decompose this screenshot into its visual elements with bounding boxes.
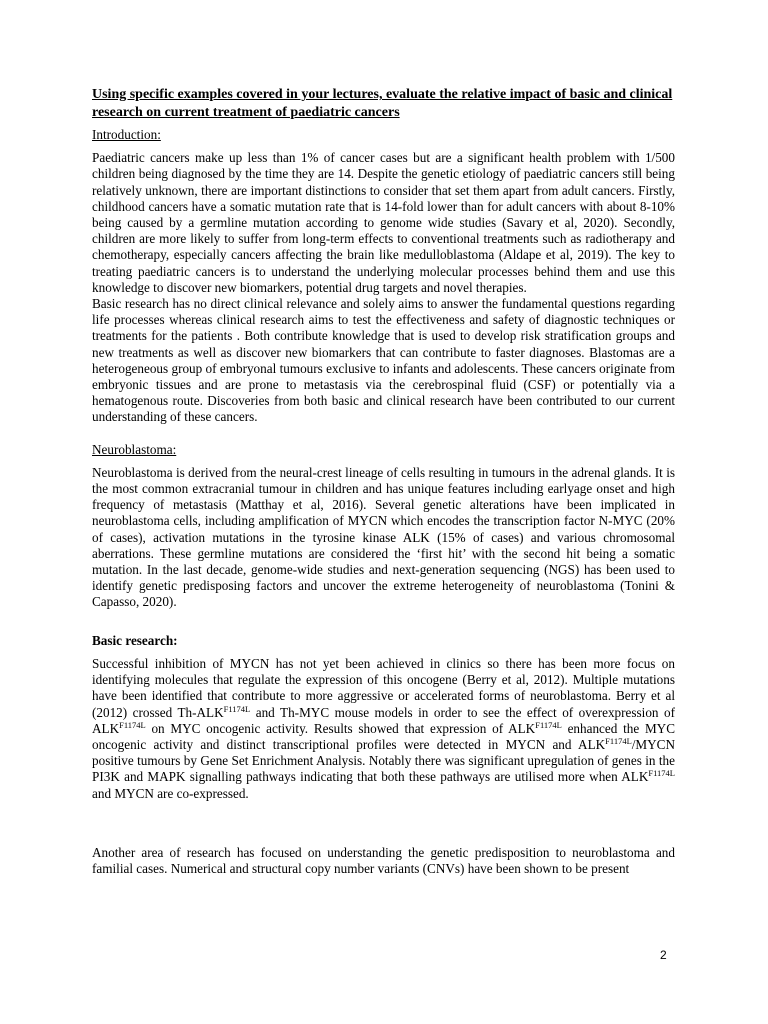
- basic-research-text-2: and Th-MYC mouse models in order to see the effect of overexpression of ALK: [92, 704, 675, 736]
- mutation-superscript: F1174L: [648, 768, 675, 779]
- basic-research-paragraph: [92, 656, 675, 802]
- page-number: 2: [660, 948, 667, 962]
- basic-research-text-4: enhanced the MYC oncogenic activity and distinct transcriptional profiles were detected in MYCN and ALK: [92, 720, 675, 752]
- basic-research-text-5: /MYCN positive tumours by Gene Set Enrichment Analysis. Notably there was significant upregulation of genes in the PI3K and MAPK signalling pathways indicating that both these pathways are utilised more when ALK: [92, 736, 675, 785]
- neuroblastoma-paragraph: Neuroblastoma is derived from the neural-crest lineage of cells resulting in tumours in the adrenal glands. It is the most common extracranial tumour in children and has unique features including earlyage onset and high frequency of metastasis (Matthay et al, 2016). Several genetic alterations have been implicated in neuroblastoma cells, including amplification of MYCN which encodes the transcription factor N-MYC (20% of cases), activation mutations in the tyrosine kinase ALK (15% of cases) and various chromosomal aberrations. These germline mutations are considered the ‘first hit’ with the second hit being a somatic mutation. In the last decade, genome-wide studies and next-generation sequencing (NGS) has been used to identify genetic predisposing factors and uncover the extreme heterogeneity of neuroblastoma (Tonini & Capasso, 2020).: [92, 464, 675, 610]
- intro-paragraph-2: Basic research has no direct clinical relevance and solely aims to answer the fundamental questions regarding life processes whereas clinical research aims to test the effectiveness and safety of diagnostic techniques or treatments for the patients . Both contribute knowledge that is used to develop risk stratification groups and new treatments as well as discover new biomarkers that can contribute to faster diagnoses. Blastomas are a heterogeneous group of embryonal tumours exclusive to infants and adolescents. These cancers originate from embryonic tissues and are prone to metastasis via the cerebrospinal fluid (CSF) or potentially via a hematogenous route. Discoveries from both basic and clinical research have been contributed to our current understanding of these cancers.: [92, 296, 675, 425]
- intro-paragraph-1: Paediatric cancers make up less than 1% of cancer cases but are a significant health problem with 1/500 children being diagnosed by the time they are 14. Despite the genetic etiology of paediatric cancers still being relatively unknown, there are important distinctions to consider that set them apart from adult cancers. Firstly, childhood cancers have a somatic mutation rate that is 14-fold lower than for adult cancers with about 8-10% being caused by a germline mutation according to genome wide studies (Savary et al, 2020). Secondly, children are more likely to suffer from long-term effects to conventional treatments such as radiotherapy and chemotherapy, especially cancers affecting the brain like medulloblastoma (Aldape et al, 2019). The key to treating paediatric cancers is to understand the underlying molecular processes behind them and use this knowledge to discover new biomarkers, potential drug targets and novel therapies.: [92, 150, 675, 295]
- continuation-paragraph: Another area of research has focused on understanding the genetic predisposition to neuroblastoma and familial cases. Numerical and structural copy number variants (CNVs) have been shown to be present: [92, 844, 675, 876]
- mutation-superscript: F1174L: [223, 703, 251, 714]
- neuroblastoma-heading: Neuroblastoma:: [92, 441, 177, 457]
- basic-research-text-6: and MYCN are co-expressed.: [92, 785, 249, 801]
- basic-research-text-3: on MYC oncogenic activity. Results showed that expression of ALK: [145, 720, 536, 736]
- document-title: Using specific examples covered in your lectures, evaluate the relative impact of basic and clinical research on current treatment of paediatric cancers: [92, 87, 673, 120]
- mutation-superscript: F1174L: [535, 719, 562, 730]
- introduction-heading: Introduction:: [92, 127, 161, 142]
- document-page: [92, 86, 675, 877]
- basic-research-text-1: Successful inhibition of MYCN has not yet been achieved in clinics so there has been more focus on identifying molecules that regulate the expression of this oncogene (Berry et al, 2012). Multiple mutations have been identified that contribute to more aggressive or accelerated forms of neuroblastoma. Berry et al (2012) crossed Th-ALK: [92, 655, 675, 720]
- mutation-superscript: F1174L: [605, 735, 632, 746]
- mutation-superscript: F1174L: [119, 719, 146, 730]
- basic-research-heading: Basic research:: [92, 632, 178, 648]
